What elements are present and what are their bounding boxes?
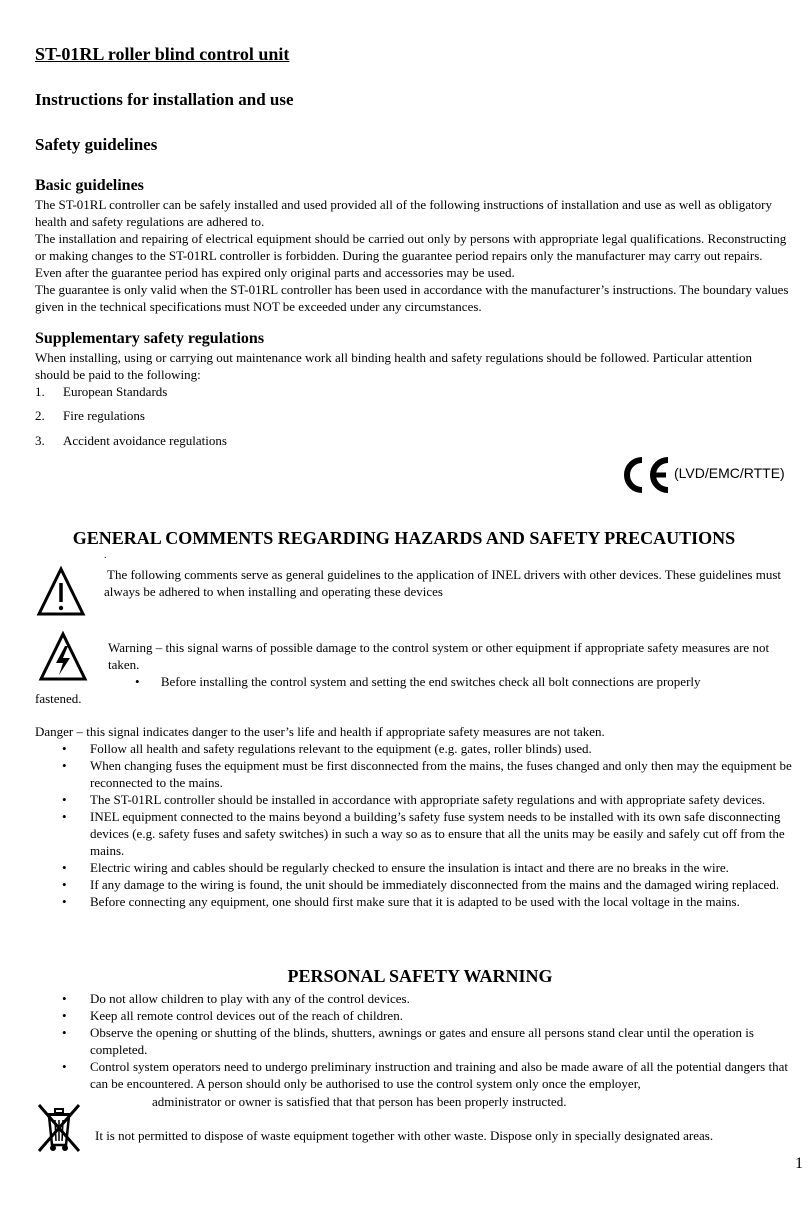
list-item: • INEL equipment connected to the mains beyond a building’s safety fuse system needs to be installed with its own safe disconnecting devices (e.g. safety fuses and safety switches) in such a way so as to ensure that all the units may be easily and safely cut off from the mains. bbox=[62, 809, 785, 858]
bullet-text: If any damage to the wiring is found, the unit should be immediately disconnected from the mains and the damaged wiring replaced. bbox=[90, 877, 780, 892]
safety-heading: Safety guidelines bbox=[35, 135, 158, 154]
list-item: • Before connecting any equipment, one should first make sure that it is adapted to be used with the local voltage in the mains. bbox=[62, 894, 740, 909]
supplementary-intro: When installing, using or carrying out maintenance work all binding health and safety regulations should be followed. Particular attention should be paid to the following: bbox=[35, 350, 752, 382]
bullet-dot: • bbox=[135, 674, 140, 689]
bullet-text: Electric wiring and cables should be regularly checked to ensure the insulation is intact and there are no breaks in the wire. bbox=[90, 860, 729, 875]
bullet-text: Before connecting any equipment, one should first make sure that it is adapted to be used with the local voltage in the mains. bbox=[90, 894, 740, 909]
general-caution-icon bbox=[36, 566, 86, 618]
supplementary-list bbox=[35, 383, 535, 453]
list-item: • When changing fuses the equipment must be first disconnected from the mains, the fuses changed and only then may the equipment be reconnected to the mains. bbox=[62, 758, 792, 790]
danger-text: Danger – this signal indicates danger to the user’s life and health if appropriate safety measures are not taken. bbox=[35, 724, 605, 739]
ce-directives: (LVD/EMC/RTTE) bbox=[674, 465, 785, 481]
list-item: • Follow all health and safety regulations relevant to the equipment (e.g. gates, roller blinds) used. bbox=[62, 741, 592, 756]
warning-bullet-text: Before installing the control system and setting the end switches check all bolt connections are properly bbox=[160, 674, 701, 689]
basic-paragraph: The installation and repairing of electrical equipment should be carried out only by persons with appropriate legal qualifications. Reconstructing or making changes to the ST-01RL controller is forbidden. During the guarantee period repairs only the manufacturer may carry out repairs. Even after the guarantee period has expired only original parts and accessories may be used. bbox=[35, 231, 787, 280]
bullet-text: The ST-01RL controller should be installed in accordance with appropriate safety regulations and with appropriate safety devices. bbox=[90, 792, 766, 807]
stray-dot: . bbox=[104, 550, 107, 561]
list-number: 1. bbox=[35, 384, 45, 399]
list-item: • Do not allow children to play with any of the control devices. bbox=[62, 991, 410, 1006]
list-text: Accident avoidance regulations bbox=[63, 433, 227, 448]
basic-guidelines-body bbox=[35, 196, 790, 315]
ce-logo-icon bbox=[620, 454, 672, 496]
document-title: ST-01RL roller blind control unit bbox=[35, 44, 290, 64]
basic-paragraph: The ST-01RL controller can be safely installed and used provided all of the following instructions of installation and use as well as obligatory health and safety regulations are adhered to. bbox=[35, 197, 772, 229]
list-number: 3. bbox=[35, 433, 45, 448]
list-item: • Electric wiring and cables should be regularly checked to ensure the insulation is intact and there are no breaks in the wire. bbox=[62, 860, 729, 875]
personal-bullet-cont: administrator or owner is satisfied that that person has been properly instructed. bbox=[152, 1094, 567, 1109]
bullet-text: Control system operators need to undergo preliminary instruction and training and also be made aware of all the potential dangers that can be encountered. A person should only be authorised to use the control system only once the employer, bbox=[90, 1059, 788, 1091]
list-item: • Keep all remote control devices out of the reach of children. bbox=[62, 1008, 403, 1023]
danger-bullet-list bbox=[35, 740, 803, 910]
page-number: 1 bbox=[795, 1155, 803, 1172]
supplementary-heading: Supplementary safety regulations bbox=[35, 330, 265, 347]
bullet-text: When changing fuses the equipment must be first disconnected from the mains, the fuses changed and only then may the equipment be reconnected to the mains. bbox=[90, 758, 792, 790]
personal-safety-heading: PERSONAL SAFETY WARNING bbox=[287, 966, 553, 986]
bullet-text: Keep all remote control devices out of the reach of children. bbox=[90, 1008, 403, 1023]
list-item: • The ST-01RL controller should be installed in accordance with appropriate safety regulations and with appropriate safety devices. bbox=[62, 792, 766, 807]
list-text: European Standards bbox=[63, 384, 168, 399]
list-item: • Observe the opening or shutting of the blinds, shutters, awnings or gates and ensure all persons stand clear until the operation is completed. bbox=[62, 1025, 754, 1057]
electric-hazard-icon bbox=[38, 631, 88, 683]
bullet-text: Follow all health and safety regulations relevant to the equipment (e.g. gates, roller blinds) used. bbox=[90, 741, 592, 756]
basic-guidelines-heading: Basic guidelines bbox=[35, 177, 144, 194]
basic-paragraph: The guarantee is only valid when the ST-01RL controller has been used in accordance with the manufacturer’s instructions. The boundary values given in the technical specifications must NOT be exceeded under any circumstances. bbox=[35, 282, 789, 314]
bullet-text: Do not allow children to play with any of the control devices. bbox=[90, 991, 410, 1006]
list-number: 2. bbox=[35, 408, 45, 423]
list-item: • Control system operators need to undergo preliminary instruction and training and also be made aware of all the potential dangers that can be encountered. A person should only be authorised to use the control system only once the employer, bbox=[62, 1059, 788, 1091]
list-text: Fire regulations bbox=[63, 408, 145, 423]
bullet-text: Observe the opening or shutting of the blinds, shutters, awnings or gates and ensure all persons stand clear until the operation is completed. bbox=[90, 1025, 754, 1057]
list-item: • If any damage to the wiring is found, the unit should be immediately disconnected from the mains and the damaged wiring replaced. bbox=[62, 877, 780, 892]
warning-bullet bbox=[135, 673, 701, 690]
warning-text: Warning – this signal warns of possible damage to the control system or other equipment if appropriate safety measures are not taken. bbox=[108, 640, 770, 672]
personal-bullet-list bbox=[35, 990, 808, 1092]
weee-bin-icon bbox=[36, 1103, 82, 1153]
general-intro-text: The following comments serve as general guidelines to the application of INEL drivers with other devices. These guidelines must always be adhered to when installing and operating these devices bbox=[104, 567, 782, 599]
waste-disposal-text: It is not permitted to dispose of waste equipment together with other waste. Dispose only in specially designated areas. bbox=[95, 1128, 714, 1143]
warning-bullet-cont: fastened. bbox=[35, 691, 82, 706]
ce-mark bbox=[620, 452, 800, 498]
general-heading: GENERAL COMMENTS REGARDING HAZARDS AND SAFETY PRECAUTIONS bbox=[72, 528, 736, 548]
document-subtitle: Instructions for installation and use bbox=[35, 90, 294, 109]
bullet-text: INEL equipment connected to the mains beyond a building’s safety fuse system needs to be installed with its own safe disconnecting devices (e.g. safety fuses and safety switches) in such a way so as to ensure that all the units may be easily and safely cut off from the mains. bbox=[90, 809, 785, 858]
general-intro bbox=[104, 566, 784, 600]
